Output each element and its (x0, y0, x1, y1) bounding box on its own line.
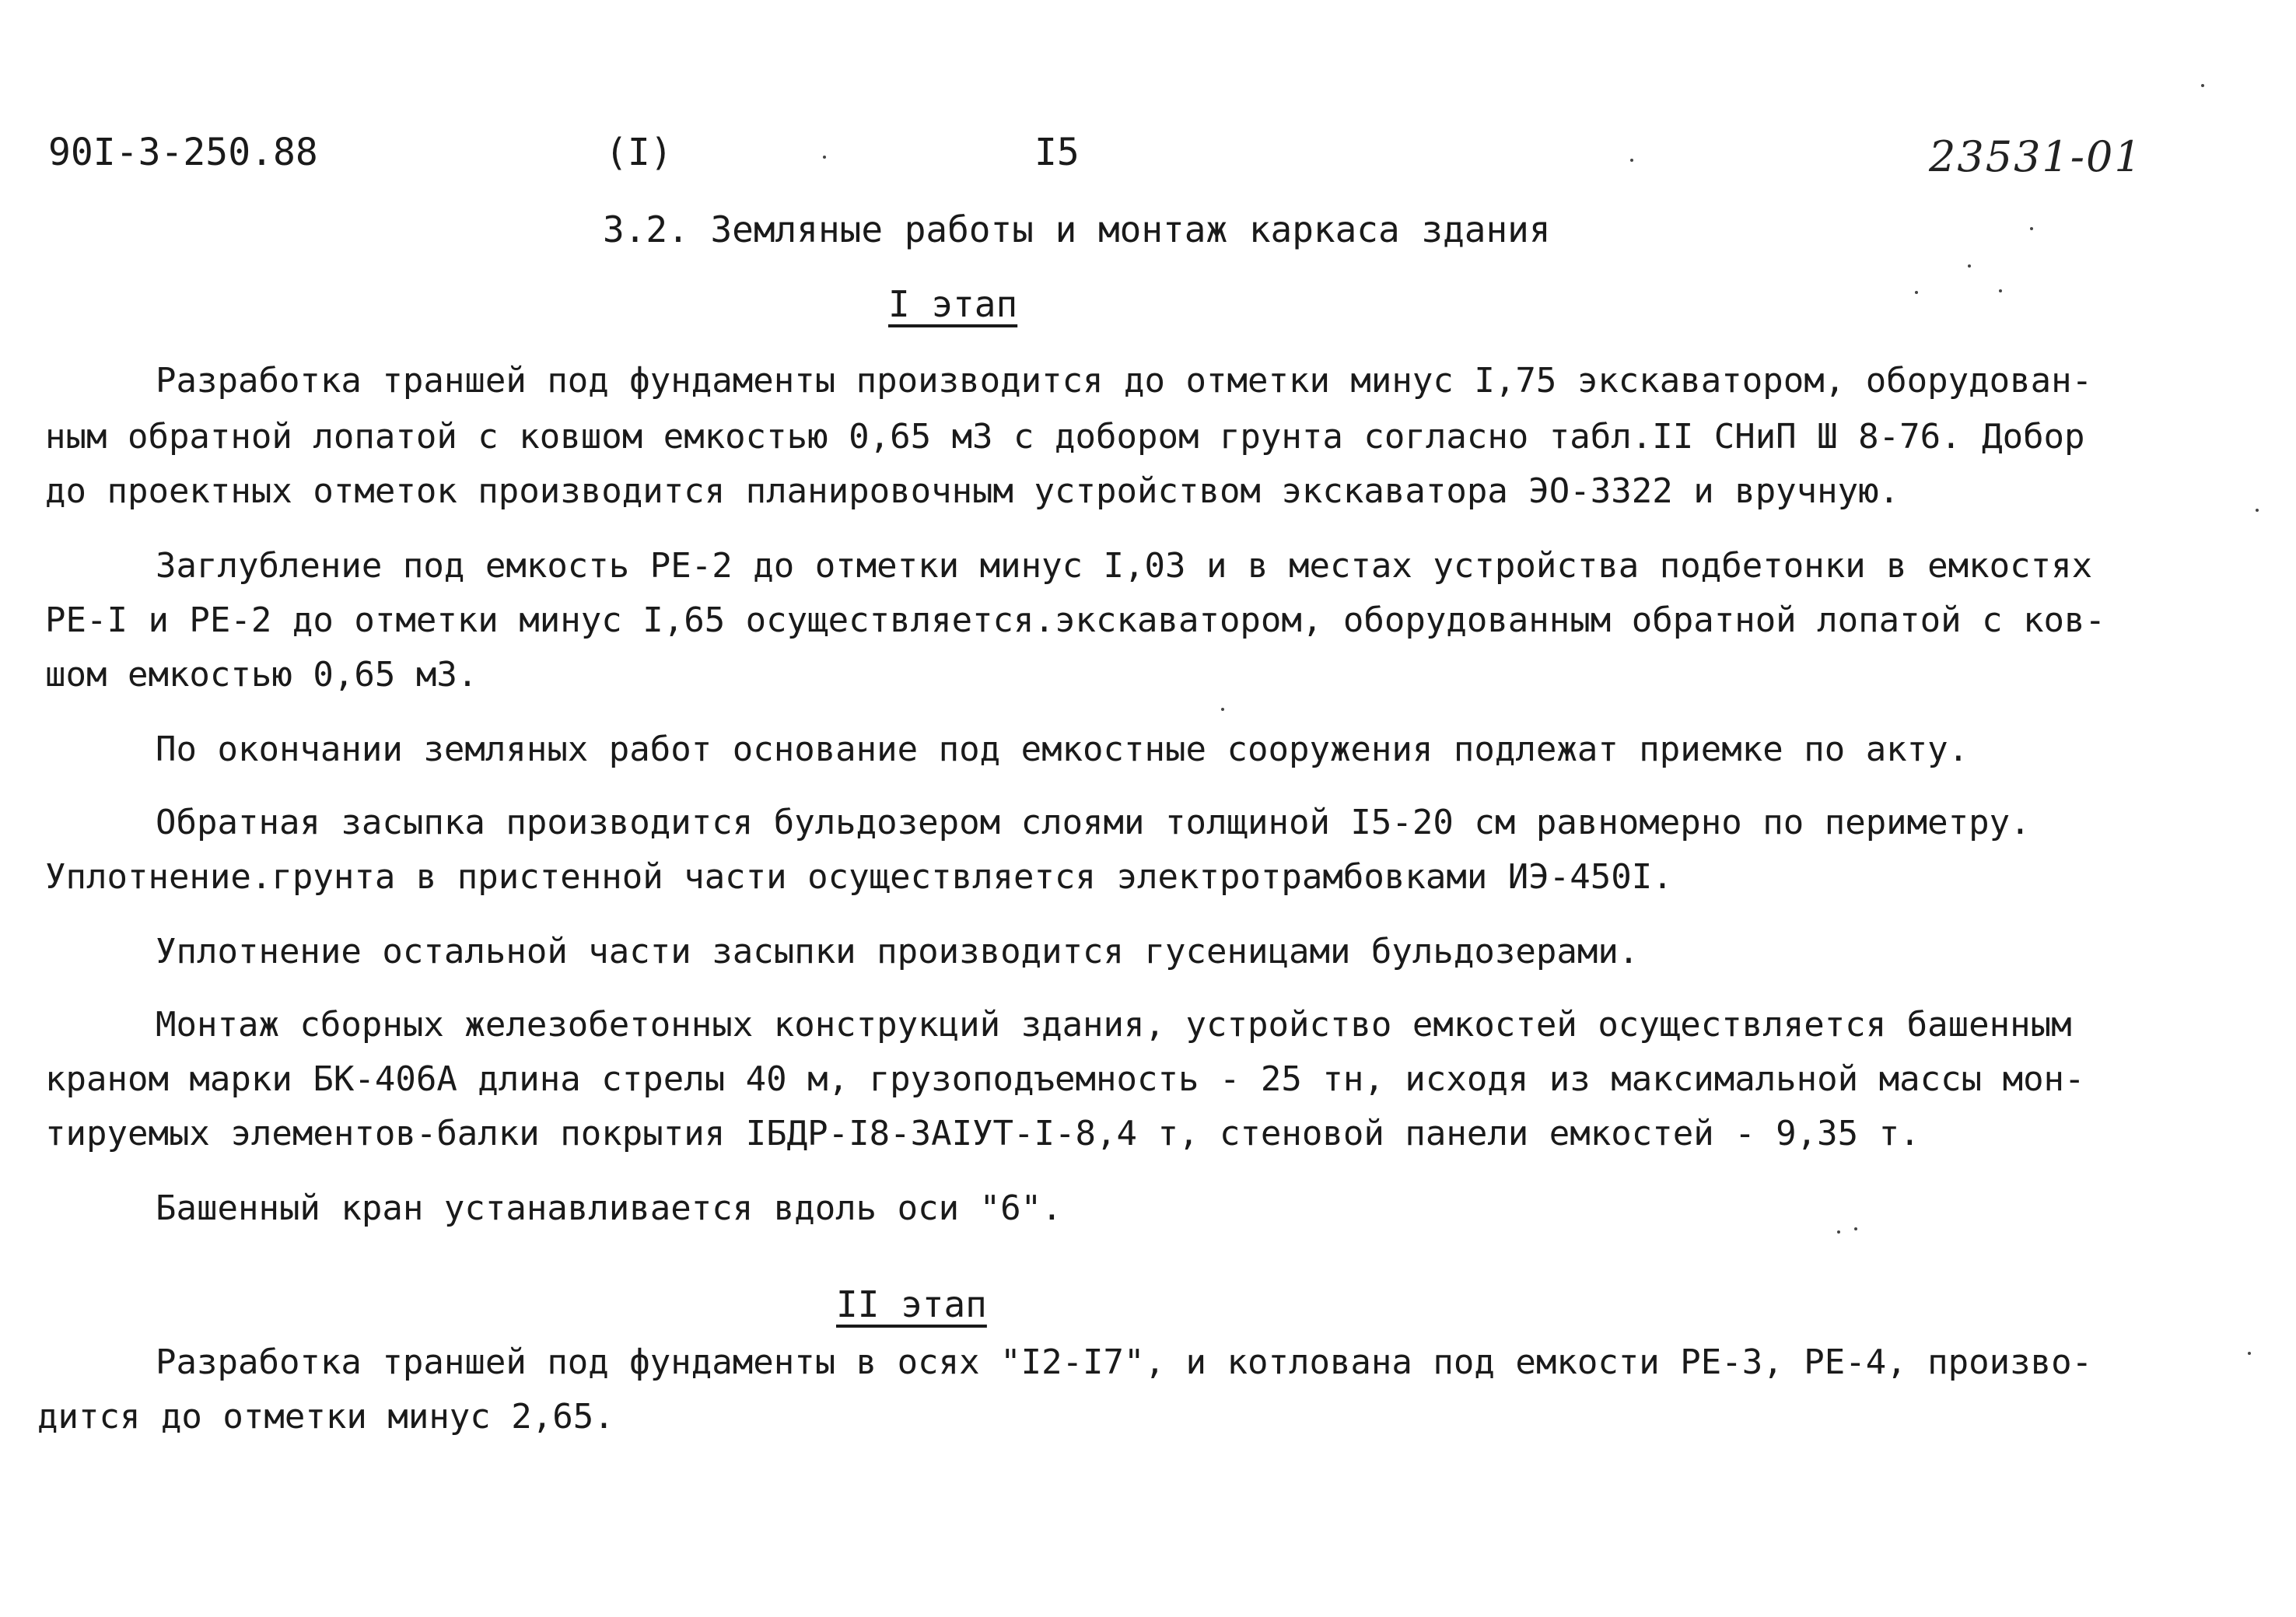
scan-speck (2248, 1352, 2251, 1355)
text-line: краном марки БК-406А длина стрелы 40 м, грузоподъемность - 25 тн, исходя из максимальной массы мон- (45, 1059, 2085, 1099)
scan-speck (2256, 509, 2259, 512)
text-line: дится до отметки минус 2,65. (37, 1397, 614, 1437)
section-title: 3.2. Земляные работы и монтаж каркаса здания (603, 208, 1551, 250)
text-line: Разработка траншей под фундаменты производится до отметки минус I,75 экскаватором, оборудован- (156, 361, 2093, 401)
text-line: шом емкостью 0,65 м3. (45, 655, 478, 695)
stage2-heading: II этап (836, 1283, 987, 1325)
text-line: Уплотнение остальной части засыпки производится гусеницами бульдозерами. (156, 932, 1640, 971)
text-line: Уплотнение.грунта в пристенной части осуществляется электротрамбовками ИЭ-450I. (45, 857, 1673, 897)
volume-number: (I) (605, 131, 673, 174)
page-number: I5 (1034, 131, 1080, 174)
scan-speck (2201, 84, 2204, 87)
text-line: Монтаж сборных железобетонных конструкций здания, устройство емкостей осуществляется башенным (156, 1005, 2072, 1045)
scan-speck (1630, 159, 1633, 162)
text-line: Разработка траншей под фундаменты в осях "I2-I7", и котлована под емкости РЕ-3, РЕ-4, произво- (156, 1342, 2093, 1382)
text-line: Обратная засыпка производится бульдозером слоями толщиной I5-20 см равномерно по периметру. (156, 803, 2031, 842)
scan-speck (1915, 291, 1918, 294)
text-line: ным обратной лопатой с ковшом емкостью 0,65 м3 с добором грунта согласно табл.II СНиП Ш 8-76. Добор (45, 417, 2085, 457)
scan-speck (1999, 289, 2002, 292)
text-line: РЕ-I и РЕ-2 до отметки минус I,65 осуществляется.экскаватором, оборудованным обратной лопатой с ков- (45, 600, 2106, 640)
text-line: Башенный кран устанавливается вдоль оси "6". (156, 1188, 1062, 1228)
text-line: Заглубление под емкость РЕ-2 до отметки минус I,03 и в местах устройства подбетонки в емкостях (156, 546, 2093, 586)
scan-speck (1837, 1230, 1840, 1234)
scan-speck (1968, 264, 1971, 268)
document-code: 90I-3-250.88 (48, 131, 318, 174)
scan-speck (1854, 1227, 1857, 1230)
text-line: до проектных отметок производится планировочным устройством экскаватора ЭО-3322 и вручную. (45, 471, 1900, 511)
inventory-number: 23531-01 (1929, 132, 2143, 181)
scan-speck (823, 156, 826, 159)
scan-speck (2030, 227, 2033, 230)
scan-speck (1221, 708, 1224, 711)
stage1-heading: I этап (888, 283, 1018, 325)
text-line: По окончании земляных работ основание под емкостные сооружения подлежат приемке по акту. (156, 730, 1969, 769)
text-line: тируемых элементов-балки покрытия IБДР-I8-3АIУТ-I-8,4 т, стеновой панели емкостей - 9,35 т. (45, 1114, 1920, 1153)
